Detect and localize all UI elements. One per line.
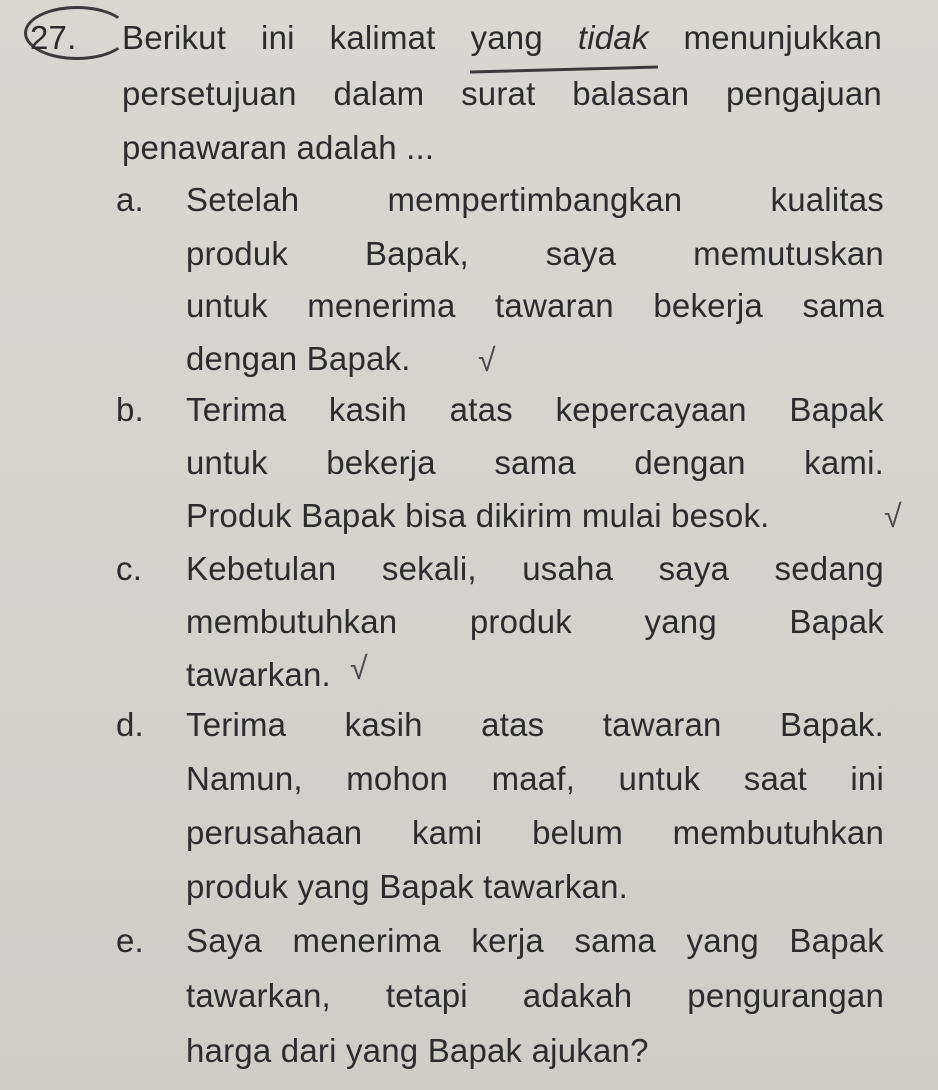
option-d-line-3: perusahaan kami belum membutuhkan bbox=[186, 814, 884, 851]
option-e-letter: e. bbox=[116, 922, 144, 959]
option-c-letter: c. bbox=[116, 550, 143, 587]
question-number: 27. bbox=[30, 19, 77, 56]
option-a-line-2: produk Bapak, saya memutuskan bbox=[186, 235, 884, 272]
option-d-line-2: Namun, mohon maaf, untuk saat ini bbox=[186, 760, 884, 797]
check-mark-c: √ bbox=[350, 650, 368, 686]
option-a-line-1: Setelah mempertimbangkan kualitas bbox=[186, 181, 884, 218]
option-d-line-1: Terima kasih atas tawaran Bapak. bbox=[186, 706, 884, 743]
option-c-line-1: Kebetulan sekali, usaha saya sedang bbox=[186, 550, 884, 587]
option-e-line-2: tawarkan, tetapi adakah pengurangan bbox=[186, 977, 884, 1014]
question-line-2: persetujuan dalam surat balasan pengajuan bbox=[122, 75, 882, 112]
option-d-letter: d. bbox=[116, 706, 144, 743]
check-mark-b: √ bbox=[884, 498, 902, 534]
option-b-line-3: Produk Bapak bisa dikirim mulai besok. bbox=[186, 497, 770, 534]
option-c-line-2: membutuhkan produk yang Bapak bbox=[186, 603, 884, 640]
pen-underline-mark bbox=[470, 66, 658, 74]
option-b-line-2: untuk bekerja sama dengan kami. bbox=[186, 444, 884, 481]
question-line-1: Berikut ini kalimat yang tidak menunjukkan bbox=[122, 19, 882, 56]
option-e-line-1: Saya menerima kerja sama yang Bapak bbox=[186, 922, 884, 959]
option-b-line-1: Terima kasih atas kepercayaan Bapak bbox=[186, 391, 884, 428]
option-a-letter: a. bbox=[116, 181, 144, 218]
option-a-line-4: dengan Bapak. bbox=[186, 340, 411, 377]
option-a-line-3: untuk menerima tawaran bekerja sama bbox=[186, 287, 884, 324]
check-mark-a: √ bbox=[478, 342, 496, 378]
option-e-line-3: harga dari yang Bapak ajukan? bbox=[186, 1032, 649, 1069]
option-b-letter: b. bbox=[116, 391, 144, 428]
question-line-3: penawaran adalah ... bbox=[122, 129, 435, 166]
option-c-line-3: tawarkan. bbox=[186, 656, 331, 693]
option-d-line-4: produk yang Bapak tawarkan. bbox=[186, 868, 629, 905]
